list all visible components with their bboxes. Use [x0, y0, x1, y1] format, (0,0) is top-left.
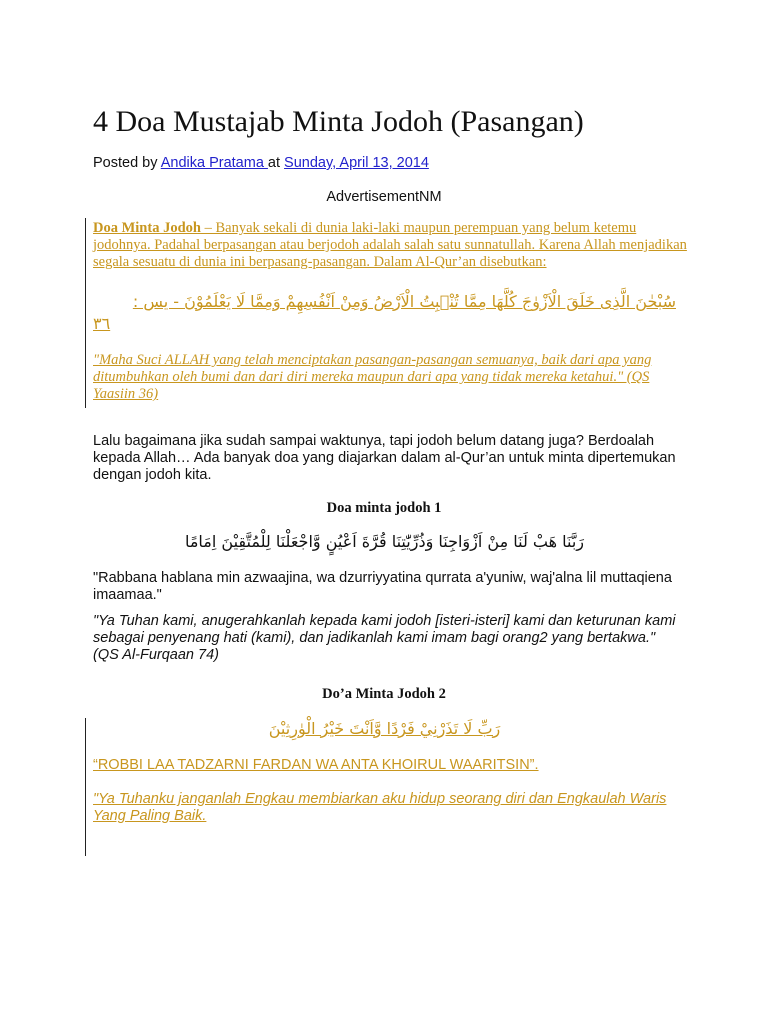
- page-title: 4 Doa Mustajab Minta Jodoh (Pasangan): [93, 105, 584, 138]
- doa2-latin: “ROBBI LAA TADZARNI FARDAN WA ANTA KHOIRUL WAARITSIN”.: [93, 757, 539, 773]
- doa-minta-jodoh-link[interactable]: Doa Minta Jodoh: [93, 220, 201, 236]
- doa1-translation: "Ya Tuhan kami, anugerahkanlah kepada kami jodoh [isteri-isteri] kami dan keturunan kami sebagai penyenang hati (kami), dan jadikanlah kami imam bagi orang2 yang bertakwa." (QS Al-Furqaan 74): [93, 613, 676, 663]
- date-link[interactable]: Sunday, April 13, 2014: [284, 155, 429, 171]
- doa1-heading: Doa minta jodoh 1: [326, 500, 442, 516]
- advertisement-label: AdvertisementNM: [326, 189, 442, 205]
- doa2-translation: "Ya Tuhanku janganlah Engkau membiarkan aku hidup seorang diri dan Engkaulah Waris Yang Paling Baik.: [93, 791, 667, 824]
- author-link[interactable]: Andika Pratama: [160, 155, 268, 171]
- doa2-arabic: رَبِّ لَا تَذَرْنِيْ فَرْدًا وَّاَنْتَ خَيْرُ الْوٰرِثِيْنَ: [268, 719, 501, 738]
- intro-paragraph: [93, 220, 693, 271]
- doa1-arabic: رَبَّنَا هَبْ لَنَا مِنْ اَزْوَاجِنَا وَذُرِّيّٰتِنَا قُرَّةَ اَعْيُنٍ وَّاجْعَلْنَا لِلْمُتَّقِيْنَ اِمَامًا: [184, 532, 585, 551]
- body-paragraph: Lalu bagaimana jika sudah sampai waktunya, tapi jodoh belum datang juga? Berdoalah kepada Allah… Ada banyak doa yang diajarkan dalam al-Qur’an untuk minta dipertemukan dengan jodoh kita.: [93, 433, 676, 483]
- quote-bar-2: [85, 718, 86, 856]
- doa1-latin: "Rabbana hablana min azwaajina, wa dzurriyyatina qurrata a'yuniw, waj'alna lil muttaqiena imaamaa.": [93, 570, 672, 603]
- doa2-heading: Do’a Minta Jodoh 2: [322, 686, 446, 702]
- at-label: at: [267, 155, 285, 171]
- intro-text: – Banyak sekali di dunia laki-laki maupun perempuan yang belum ketemu jodohnya. Padahal berpasangan atau berjodoh adalah salah satu sunnatullah. Karena Allah menjadikan segala sesuatu di dunia ini berpasang-pasangan. Dalam Al-Qur’an disebutkan:: [93, 220, 687, 270]
- verse-translation: "Maha Suci ALLAH yang telah menciptakan pasangan-pasangan semuanya, baik dari apa yang ditumbuhkan oleh bumi dan dari diri mereka maupun dari apa yang tidak mereka ketahui." (QS Yaasiin 36): [93, 352, 652, 402]
- verse-number: ٣٦: [93, 314, 111, 333]
- post-meta: [93, 153, 429, 173]
- verse-arabic: سُبْحٰنَ الَّذِى خَلَقَ الْاَزْوٰجَ كُلَّهَا مِمَّا تُنْۢبِتُ الْاَرْضُ وَمِنْ اَنْفُسِهِمْ وَمِمَّا لَا يَعْلَمُوْنَ - يس :: [132, 292, 676, 311]
- quote-bar-1: [85, 218, 86, 408]
- posted-by-label: Posted by: [93, 155, 161, 171]
